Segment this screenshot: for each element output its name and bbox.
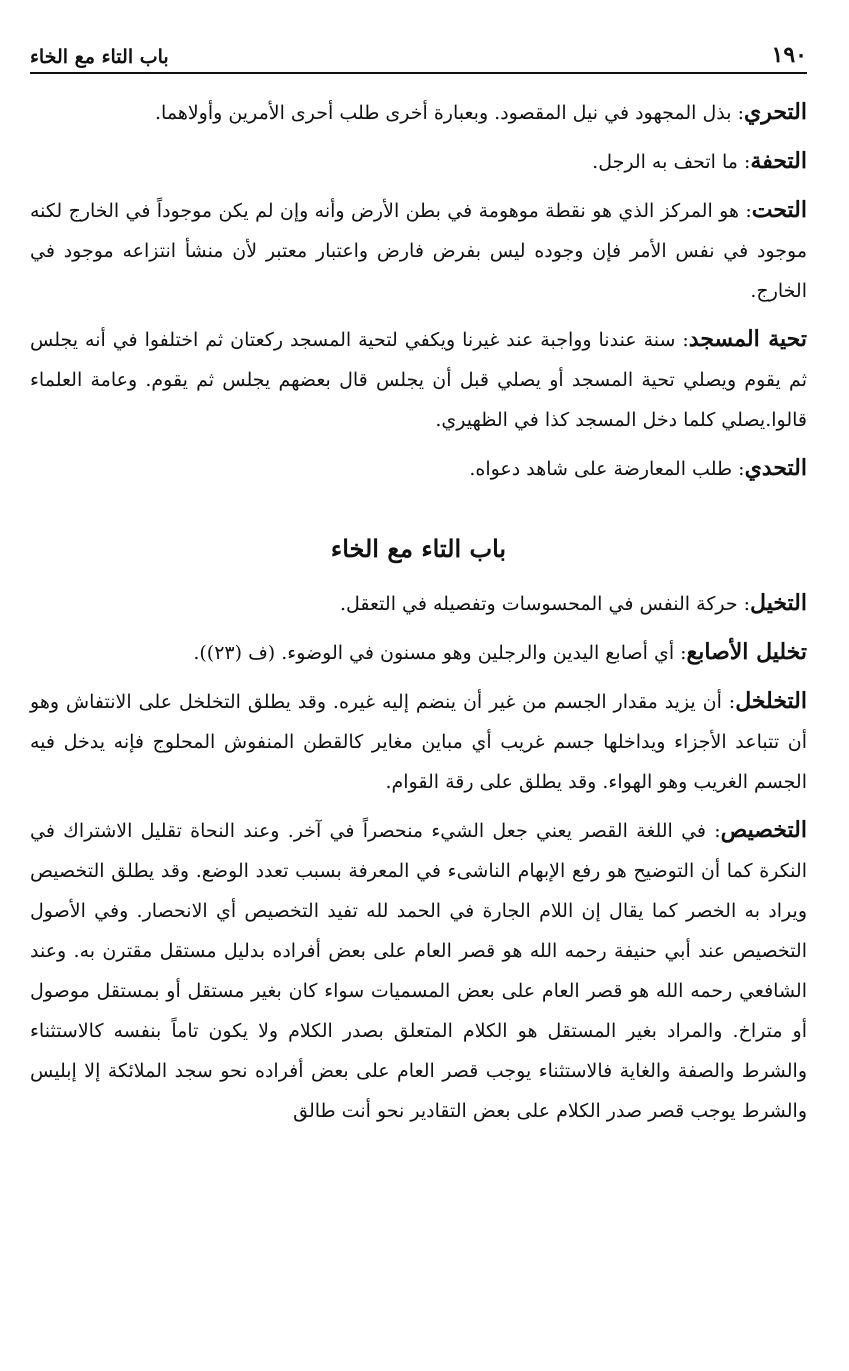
entry-tahiyyat-al-masjid bbox=[30, 319, 807, 440]
section-heading: باب التاء مع الخاء bbox=[330, 534, 507, 563]
page-number: ١٩٠ bbox=[771, 42, 807, 68]
entry-takhalkhul bbox=[30, 681, 807, 802]
entry-term: التحدي bbox=[744, 455, 807, 481]
entry-takhlil-al-asabi bbox=[30, 632, 807, 673]
entry-taht bbox=[30, 190, 807, 311]
running-title: باب التاء مع الخاء bbox=[30, 46, 169, 68]
entry-term: التحري bbox=[743, 99, 807, 125]
entry-term: تخليل الأصابع bbox=[686, 639, 807, 665]
entry-takhayyul bbox=[30, 583, 807, 624]
entry-definition: : حركة النفس في المحسوسات وتفصيله في التعقل. bbox=[339, 593, 751, 615]
entry-takhsis bbox=[30, 810, 807, 1131]
entry-definition: : أي أصابع اليدين والرجلين وهو مسنون في الوضوء. (ف (٢٣)). bbox=[193, 642, 687, 664]
entry-definition: : سنة عندنا وواجبة عند غيرنا ويكفي لتحية المسجد ركعتان ثم اختلفوا في أنه يجلس ثم يقوم ويصلي تحية المسجد أو يصلي قبل أن يجلس قال بعضهم يجلس ثم يقوم. وعامة العلماء قالوا.يصلي كلما دخل المسجد كذا في الظهيري. bbox=[30, 329, 807, 431]
entry-term: التحت bbox=[751, 197, 807, 223]
entry-tahaddi bbox=[30, 448, 807, 489]
entry-tuhfa bbox=[30, 141, 807, 182]
entry-definition: : ما اتحف به الرجل. bbox=[592, 151, 751, 173]
entry-definition: : بذل المجهود في نيل المقصود. وبعبارة أخرى طلب أحرى الأمرين وأولاهما. bbox=[155, 102, 744, 124]
entry-definition: : في اللغة القصر يعني جعل الشيء منحصراً في آخر. وعند النحاة تقليل الاشتراك في النكرة كما أن التوضيح هو رفع الإبهام الناشىء في المعرفة بسبب تعدد الوضع. وقد يطلق التخصيص ويراد به الخصر كما يقال إن اللام الجارة في الحمد لله تفيد التخصيص أي الانحصار. وفي الأصول التخصيص عند أبي حنيفة رحمه الله هو قصر العام على بعض أفراده بدليل مستقل مقترن به. وعند الشافعي رحمه الله هو قصر العام على بعض المسميات سواء كان بغير مستقل أو بمستقل موصول أو متراخ. والمراد بغير المستقل هو الكلام المتعلق بصدر الكلام ولا يكون تاماً بنفسه كالاستثناء والشرط والصفة والغاية فالاستثناء يوجب قصر العام على بعض أفراده نحو سجد الملائكة إلا إبليس والشرط يوجب قصر صدر الكلام على بعض التقادير نحو أنت طالق bbox=[30, 820, 807, 1122]
entry-tahari bbox=[30, 92, 807, 133]
entry-definition: : طلب المعارضة على شاهد دعواه. bbox=[469, 458, 745, 480]
page-header bbox=[30, 42, 807, 74]
entry-term: التحفة bbox=[750, 148, 807, 174]
entry-definition: : هو المركز الذي هو نقطة موهومة في بطن الأرض وأنه وإن لم يكن موجوداً في الخارج لكنه موجود في نفس الأمر فإن وجوده ليس بفرض فارض واعتبار معتبر لأن منشأ انتزاعه موجود في الخارج. bbox=[30, 200, 807, 302]
entry-term: التخلخل bbox=[735, 688, 807, 714]
entry-definition: : أن يزيد مقدار الجسم من غير أن ينضم إليه غيره. وقد يطلق التخلخل على الانتفاش وهو أن تتباعد الأجزاء ويداخلها جسم غريب أي مباين مغاير كالقطن المنفوش المحلوج فإنه يدخل فيه الجسم الغريب وهو الهواء. وقد يطلق على رقة القوام. bbox=[30, 691, 807, 793]
entry-term: تحية المسجد bbox=[688, 326, 807, 352]
entry-term: التخيل bbox=[750, 590, 807, 616]
entry-term: التخصيص bbox=[720, 817, 807, 843]
